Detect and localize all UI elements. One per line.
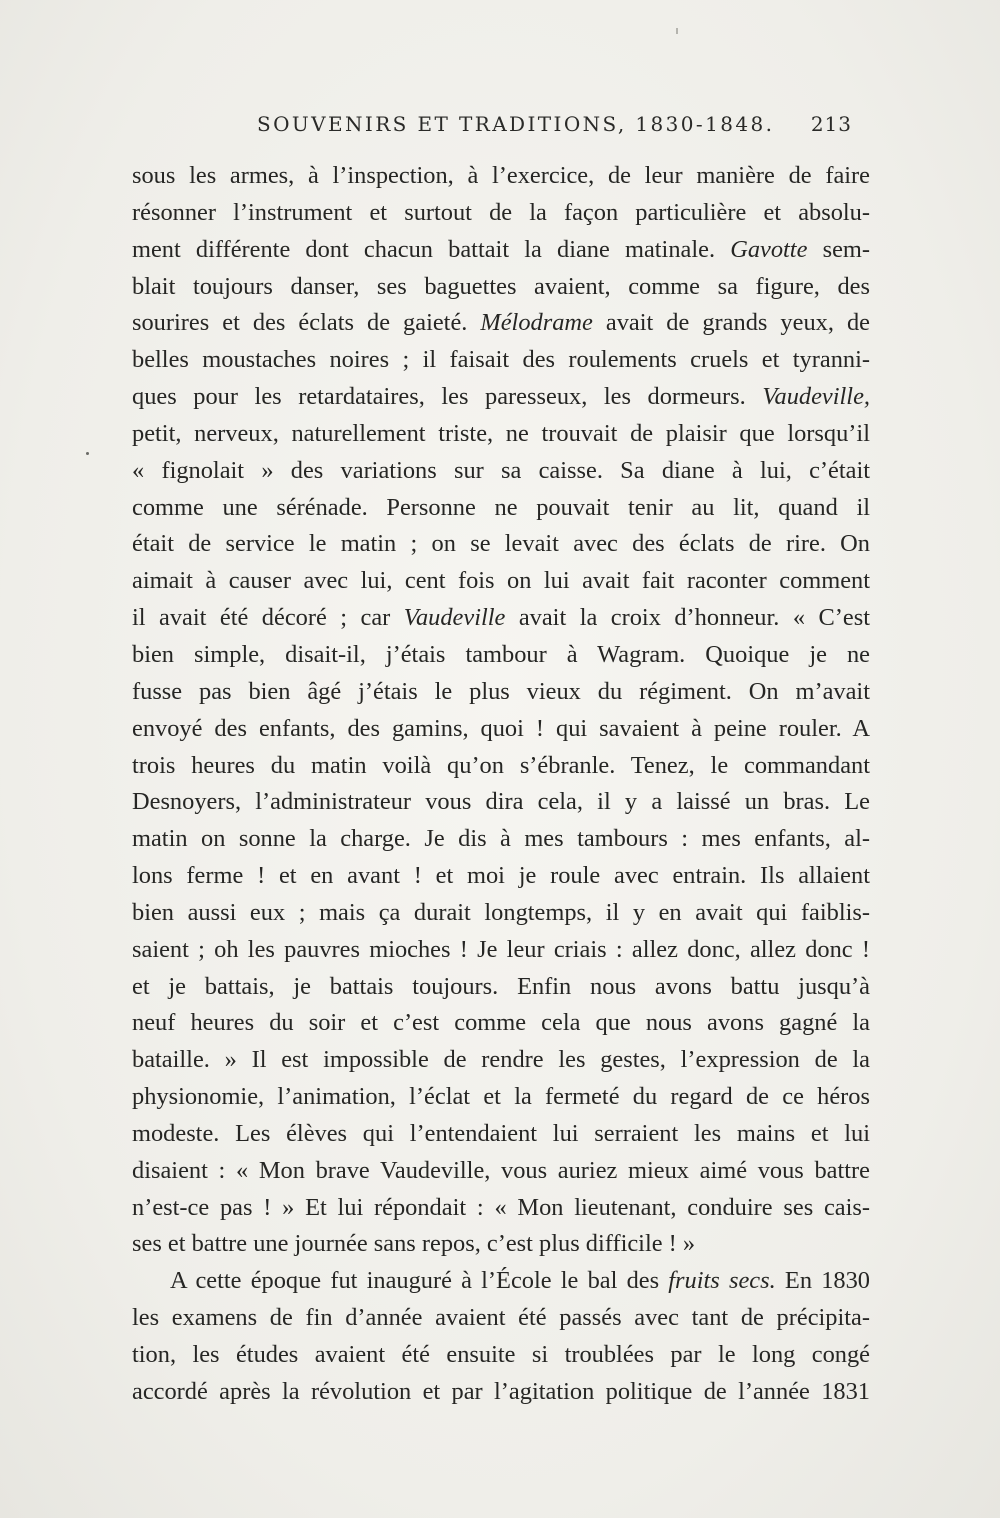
text-line [132, 748, 870, 785]
italic-name: Vaudeville, [762, 383, 870, 411]
ink-speck [86, 452, 89, 455]
text-run: résonner l’instrument et surtout de la façon particulière et absolu- [132, 198, 870, 226]
text-run: comme une sérénade. Personne ne pouvait tenir au lit, quand il [132, 493, 870, 521]
text-line [132, 379, 870, 416]
text-run: petit, nerveux, naturellement triste, ne trouvait de plaisir que lorsqu’il [132, 419, 870, 447]
paper-mark [676, 28, 678, 34]
body-text [132, 158, 870, 1411]
text-run: matin on sonne la charge. Je dis à mes tambours : mes enfants, al- [132, 825, 870, 853]
text-run: les examens de fin d’année avaient été passés avec tant de précipita- [132, 1304, 870, 1332]
italic-name: Vaudeville [403, 604, 506, 632]
text-line [132, 637, 870, 674]
text-line [132, 895, 870, 932]
text-line [132, 526, 870, 563]
text-run: sous les armes, à l’inspection, à l’exercice, de leur manière de faire [132, 162, 870, 189]
text-line [132, 158, 870, 195]
text-run: aimait à causer avec lui, cent fois on lui avait fait raconter comment [132, 567, 870, 595]
text-line [132, 416, 870, 453]
text-line [132, 1226, 870, 1263]
text-line [132, 1079, 870, 1116]
text-line [132, 232, 870, 269]
text-line [132, 1374, 870, 1411]
text-run: blait toujours danser, ses baguettes avaient, comme sa figure, des [132, 272, 870, 300]
text-run: avait la croix d’honneur. « C’est [505, 604, 870, 632]
text-line [132, 269, 870, 306]
text-line [132, 1005, 870, 1042]
text-line [132, 195, 870, 232]
text-line [132, 1153, 870, 1190]
text-run: belles moustaches noires ; il faisait des roulements cruels et tyranni- [132, 346, 870, 374]
text-run: accordé après la révolution et par l’agitation politique de l’année 1831 [132, 1377, 870, 1405]
text-line [132, 600, 870, 637]
text-run: physionomie, l’animation, l’éclat et la fermeté du regard de ce héros [132, 1083, 870, 1111]
text-run: il avait été décoré ; car [132, 604, 404, 632]
text-run: tion, les études avaient été ensuite si troublées par le long congé [132, 1341, 870, 1368]
italic-name: fruits secs. [668, 1267, 776, 1295]
text-line [132, 563, 870, 600]
text-line [132, 1337, 870, 1374]
text-line [132, 1300, 870, 1337]
text-run: et je battais, je battais toujours. Enfin nous avons battu jusqu’à [132, 972, 870, 1000]
text-run: neuf heures du soir et c’est comme cela que nous avons gagné la [132, 1009, 870, 1037]
text-run: sem- [807, 235, 870, 263]
text-run: ment différente dont chacun battait la diane matinale. [132, 235, 731, 263]
text-run: envoyé des enfants, des gamins, quoi ! qui savaient à peine rouler. A [132, 714, 870, 742]
text-run: n’est-ce pas ! » Et lui répondait : « Mon lieutenant, conduire ses cais- [132, 1193, 870, 1221]
text-run: « fignolait » des variations sur sa caisse. Sa diane à lui, c’était [132, 456, 870, 484]
text-run: fusse pas bien âgé j’étais le plus vieux du régiment. On m’avait [132, 677, 870, 705]
text-run: En 1830 [775, 1267, 871, 1295]
page-number: 213 [810, 112, 852, 136]
text-run: bien aussi eux ; mais ça durait longtemps, il y en avait qui faiblis- [132, 898, 870, 926]
text-line [132, 1042, 870, 1079]
text-run: sourires et des éclats de gaieté. [132, 309, 481, 337]
text-run: lons ferme ! et en avant ! et moi je roule avec entrain. Ils allaient [132, 862, 870, 890]
text-line [132, 821, 870, 858]
running-header [130, 112, 852, 142]
text-line [132, 932, 870, 969]
text-run: était de service le matin ; on se levait avec des éclats de rire. On [132, 530, 870, 558]
text-run: saient ; oh les pauvres mioches ! Je leur criais : allez donc, allez donc ! [132, 935, 870, 963]
text-line [132, 305, 870, 342]
italic-name: Gavotte [730, 235, 808, 263]
text-run: ques pour les retardataires, les paresseux, les dormeurs. [132, 383, 763, 411]
text-line [132, 969, 870, 1006]
text-line [132, 784, 870, 821]
text-run: bien simple, disait-il, j’étais tambour à Wagram. Quoique je ne [132, 640, 870, 668]
italic-name: Mélodrame [480, 309, 593, 337]
text-run: modeste. Les élèves qui l’entendaient lui serraient les mains et lui [132, 1119, 870, 1147]
running-title: SOUVENIRS ET TRADITIONS, 1830-1848. [257, 112, 775, 136]
text-line [132, 1116, 870, 1153]
text-line [132, 453, 870, 490]
text-run: bataille. » Il est impossible de rendre les gestes, l’expression de la [132, 1046, 870, 1074]
text-line [132, 1263, 870, 1300]
text-line [132, 342, 870, 379]
text-run: disaient : « Mon brave Vaudeville, vous auriez mieux aimé vous battre [132, 1156, 870, 1184]
text-line [132, 711, 870, 748]
text-line [132, 858, 870, 895]
text-run: A cette époque fut inauguré à l’École le bal des [170, 1267, 669, 1295]
text-run: avait de grands yeux, de [592, 309, 870, 337]
text-line [132, 1190, 870, 1227]
text-run: Desnoyers, l’administrateur vous dira cela, il y a laissé un bras. Le [132, 788, 870, 816]
text-line [132, 490, 870, 527]
text-run: trois heures du matin voilà qu’on s’ébranle. Tenez, le commandant [132, 751, 870, 779]
text-run: ses et battre une journée sans repos, c’est plus difficile ! » [132, 1230, 696, 1258]
text-line [132, 674, 870, 711]
